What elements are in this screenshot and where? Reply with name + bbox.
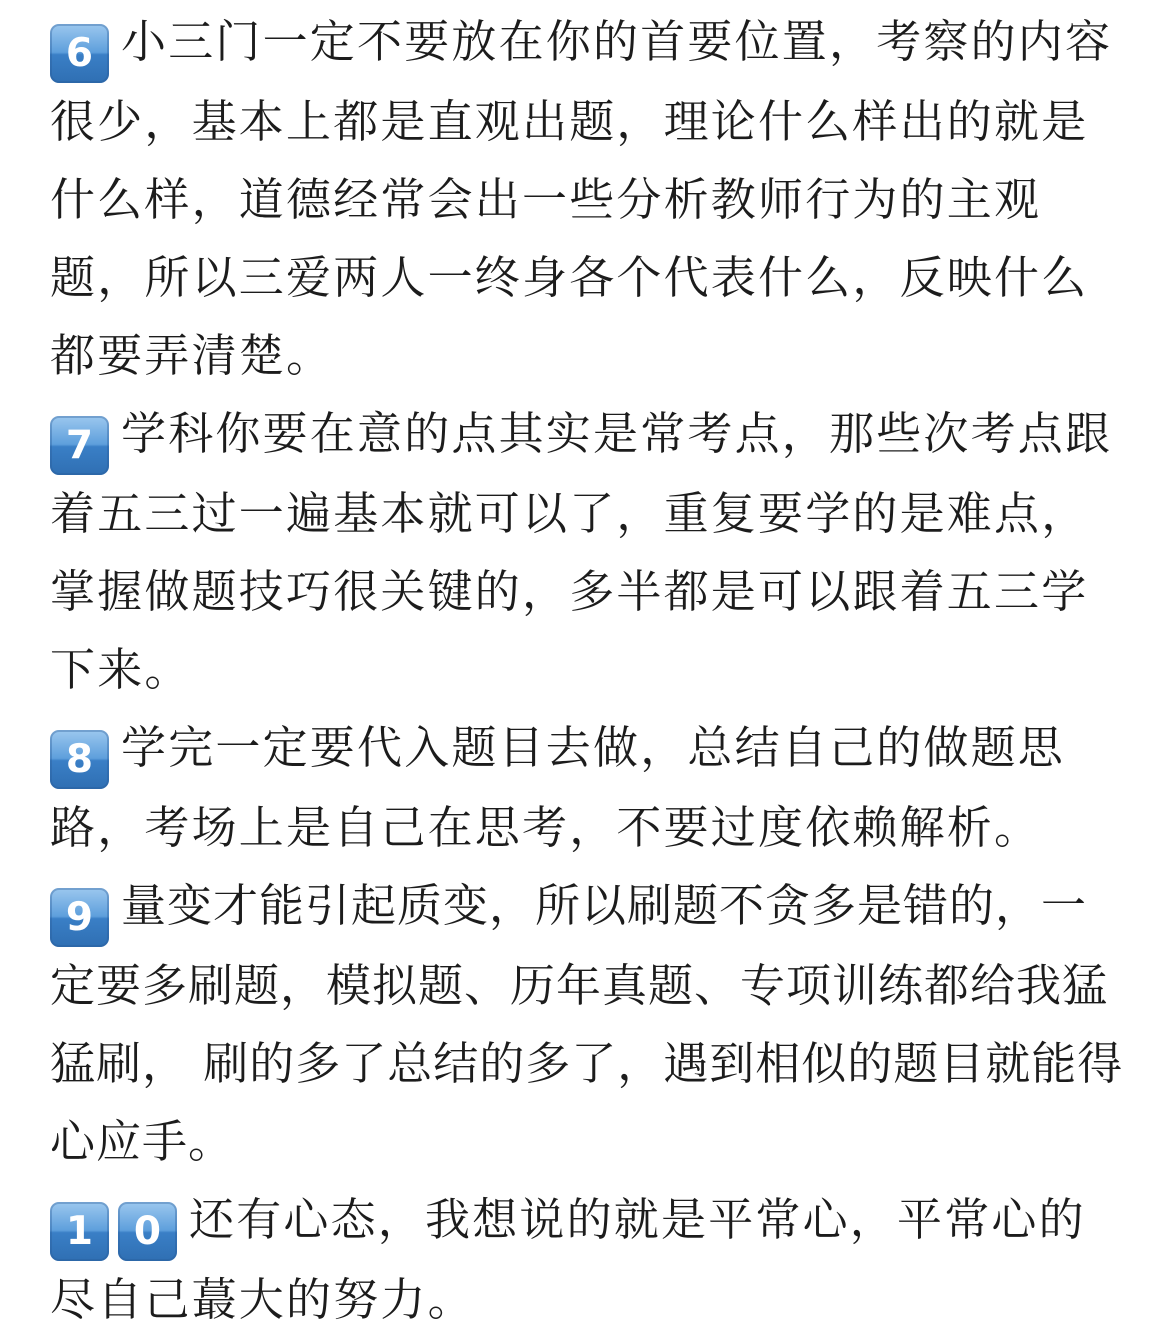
keycap-digit-1-icon: 1 (50, 1202, 109, 1261)
tip-text: 学科你要在意的点其实是常考点，那些次考点跟着五三过一遍基本就可以了，重复要学的是难点，掌握做题技巧很关键的，多半都是可以跟着五三学下来。 (50, 407, 1113, 696)
tip-9 (50, 867, 1130, 1181)
keycap-digit-6-icon: 6 (50, 24, 109, 83)
keycap-digit-7-icon: 7 (50, 416, 109, 475)
keycap-digit-9-icon: 9 (50, 888, 109, 947)
tip-7 (50, 395, 1130, 709)
tip-8 (50, 709, 1130, 867)
tip-6 (50, 3, 1130, 395)
tip-text: 还有心态，我想说的就是平常心，平常心的尽自己蕞大的努力。 (50, 1193, 1086, 1326)
keycap-digit-0-icon: 0 (118, 1202, 177, 1261)
tip-text: 小三门一定不要放在你的首要位置，考察的内容很少，基本上都是直观出题，理论什么样出的就是什么样，道德经常会出一些分析教师行为的主观题，所以三爱两人一终身各个代表什么，反映什么都要弄清楚。 (50, 15, 1113, 382)
tip-10 (50, 1181, 1130, 1339)
note-body (50, 3, 1130, 1339)
keycap-digit-8-icon: 8 (50, 730, 109, 789)
tip-text: 学完一定要代入题目去做，总结自己的做题思路，考场上是自己在思考，不要过度依赖解析。 (50, 721, 1066, 854)
tip-text: 量变才能引起质变，所以刷题不贪多是错的，一定要多刷题，模拟题、历年真题、专项训练都给我猛猛刷， 刷的多了总结的多了，遇到相似的题目就能得心应手。 (50, 879, 1124, 1168)
